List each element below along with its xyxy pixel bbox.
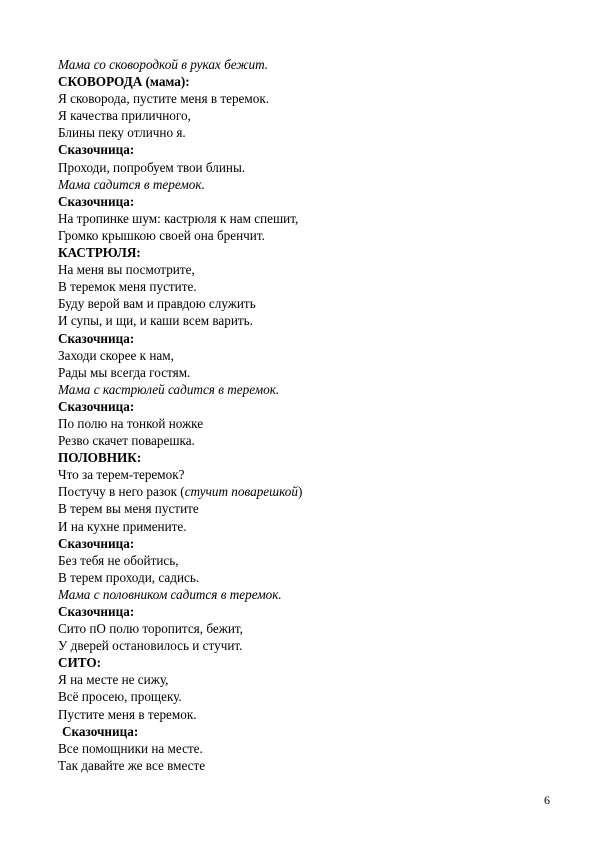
script-text-block [58,56,538,774]
verse-line: Буду верой вам и правдою служить [58,296,256,312]
verse-text: ) [297,484,303,500]
verse-line: Пустите меня в теремок. [58,706,197,722]
verse-line: Без тебя не обойтись, [58,552,179,568]
verse-line: Так давайте же все вместе [58,757,206,773]
inline-stage-direction: стучит поварешкой [184,484,298,500]
verse-line [58,483,538,500]
speaker-heading: Сказочница: [58,398,135,414]
verse-line: Громко крышкою своей она бренчит. [58,227,265,243]
verse-line: Я на месте не сижу, [58,672,169,688]
verse-line: И на кухне примените. [58,518,187,534]
speaker-heading: КАСТРЮЛЯ: [58,245,141,261]
speaker-heading: Сказочница: [58,604,135,619]
verse-line: Рады мы всегда гостям. [58,364,191,380]
stage-direction: Мама со сковородкой в руках бежит. [58,57,269,72]
speaker-heading: Сказочница: [58,193,135,209]
verse-line: У дверей остановилось и стучит. [58,638,243,654]
verse-line: Резво скачет поварешка. [58,433,195,449]
stage-direction: Мама с половником садится в теремок. [58,586,282,602]
page-number: 6 [544,793,550,807]
speaker-heading: СИТО: [58,655,102,671]
verse-line: На меня вы посмотрите, [58,262,195,278]
verse-line: Что за терем-теремок? [58,467,185,483]
verse-line: Все помощники на месте. [58,740,203,756]
speaker-heading: ПОЛОВНИК: [58,450,142,466]
speaker-heading: Сказочница: [62,723,139,739]
speaker-heading: Сказочница: [58,535,135,551]
verse-line: Блины пеку отлично я. [58,125,186,141]
verse-line: В терем вы меня пустите [58,501,199,517]
verse-line: По полю на тонкой ножке [58,415,204,431]
stage-direction: Мама с кастрюлей садится в теремок. [58,381,280,397]
verse-line: Проходи, попробуем твои блины. [58,159,246,175]
verse-line: В терем проходи, садись. [58,569,200,585]
verse-line: Заходи скорее к нам, [58,347,174,363]
speaker-heading: Сказочница: [58,330,135,346]
verse-line: Я сковорода, пустите меня в теремок. [58,91,270,107]
verse-line: На тропинке шум: кастрюля к нам спешит, [58,210,299,226]
verse-text: Постучу в него разок ( [58,484,185,500]
stage-direction: Мама садится в теремок. [58,176,205,192]
verse-line: Всё просею, прощеку. [58,689,182,705]
speaker-heading: СКОВОРОДА (мама): [58,74,190,90]
verse-line: Сито пО полю торопится, бежит, [58,621,243,637]
verse-line: Я качества приличного, [58,108,191,124]
verse-line: В теремок меня пустите. [58,279,197,295]
verse-line: И супы, и щи, и каши всем варить. [58,313,253,329]
speaker-heading: Сказочница: [58,142,135,158]
